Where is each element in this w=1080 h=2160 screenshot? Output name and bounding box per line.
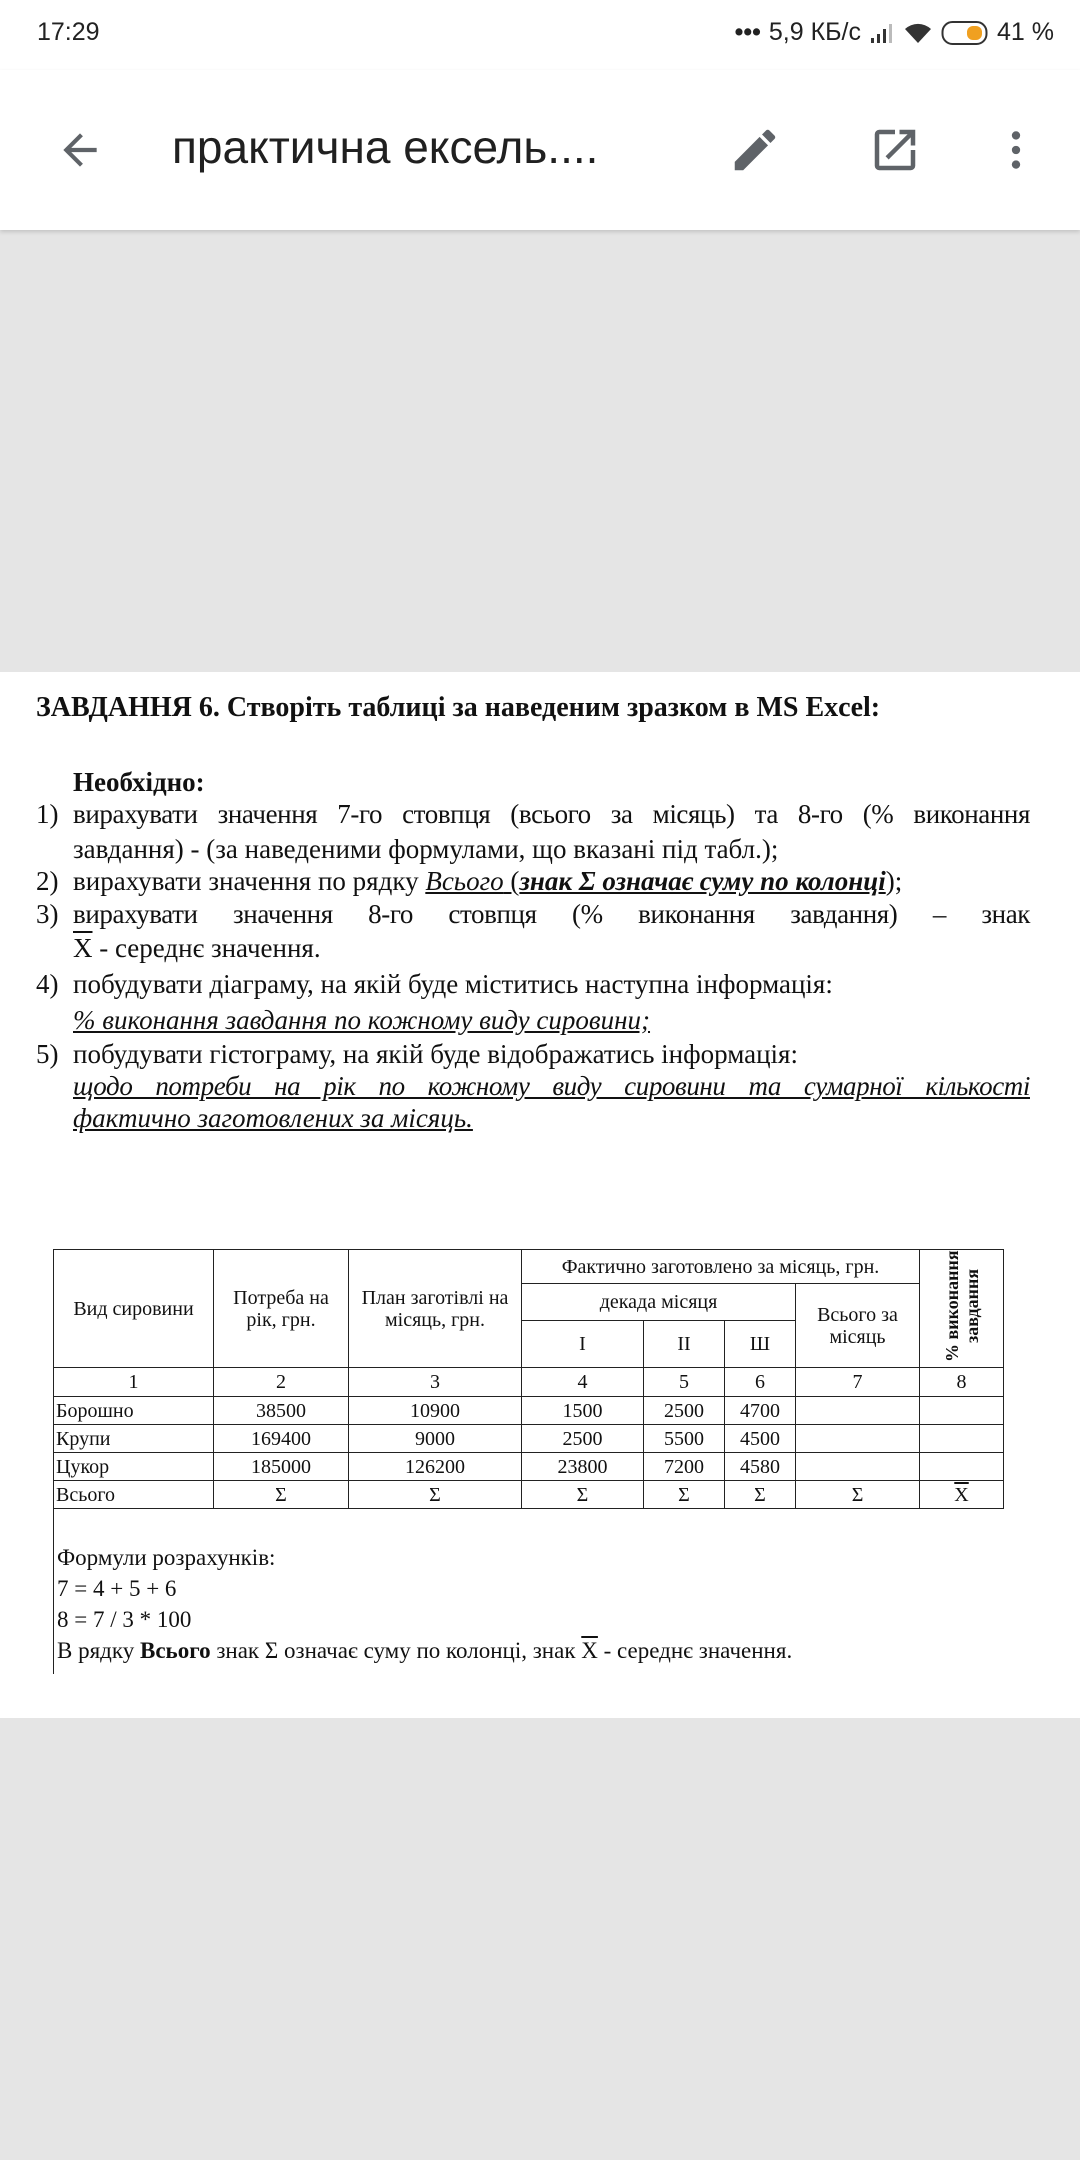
cell [796, 1425, 920, 1453]
item-2-line [73, 865, 902, 897]
item-4-line-1: побудувати діаграму, на якій буде міститись наступна інформація: [73, 969, 833, 999]
mean-symbol: $\overline{X}$ [581, 1638, 598, 1663]
item-number: 4) [36, 969, 59, 999]
mean-symbol: $\overline{X}$ [954, 1483, 969, 1506]
item-1-line-1: вирахувати значення 7-го стовпця (всього за місяць) та 8-го (% виконання [73, 799, 1030, 829]
formulas-title: Формули розрахунків: [57, 1545, 276, 1570]
header-plan: План заготівлі на місяць, грн. [349, 1250, 522, 1368]
cell: 185000 [214, 1453, 349, 1481]
header-decade: декада місяця [522, 1284, 796, 1321]
more-vert-icon [991, 125, 1041, 175]
item-2-total: Всього [425, 866, 504, 896]
edit-button[interactable] [723, 118, 787, 182]
mean-symbol: $\overline{X}$ [73, 933, 93, 963]
signal-icon [869, 22, 895, 44]
item-number: 3) [36, 899, 59, 929]
more-options-button[interactable] [984, 118, 1048, 182]
open-in-new-icon [868, 123, 922, 177]
cell: Σ [644, 1481, 725, 1509]
cell: 2500 [644, 1397, 725, 1425]
table-and-formulas [53, 1249, 1013, 1674]
header-decade-1: I [522, 1321, 644, 1368]
cell: Σ [214, 1481, 349, 1509]
cell: 7200 [644, 1453, 725, 1481]
status-time: 17:29 [37, 18, 100, 46]
dots-icon: ••• [734, 18, 761, 46]
sample-table [53, 1249, 1004, 1509]
item-2-text: вирахувати значення по рядку [73, 866, 426, 896]
header-type: Вид сировини [54, 1250, 214, 1368]
cell: Цукор [54, 1453, 214, 1481]
formula-8: 8 = 7 / 3 * 100 [57, 1607, 192, 1632]
battery-icon [941, 20, 989, 46]
cell: Борошно [54, 1397, 214, 1425]
note-text: знак Σ означає суму по колонці, знак [210, 1638, 582, 1663]
app-bar [0, 70, 1080, 230]
table-row [54, 1425, 1004, 1453]
item-3-line-2 [73, 932, 321, 964]
col-num: 2 [214, 1368, 349, 1397]
cell: 10900 [349, 1397, 522, 1425]
formulas-block [53, 1509, 1003, 1674]
header-fact: Фактично заготовлено за місяць, грн. [522, 1250, 920, 1284]
item-number: 2) [36, 866, 59, 896]
arrow-back-icon [55, 125, 105, 175]
table-row [54, 1453, 1004, 1481]
cell: Σ [725, 1481, 796, 1509]
col-num: 8 [920, 1368, 1004, 1397]
cell: Σ [349, 1481, 522, 1509]
cell: 38500 [214, 1397, 349, 1425]
item-5-line-1: побудувати гістограму, на якій буде відображатись інформація: [73, 1039, 798, 1069]
col-num: 6 [725, 1368, 796, 1397]
item-number: 5) [36, 1039, 59, 1069]
cell: Σ [796, 1481, 920, 1509]
cell [920, 1425, 1004, 1453]
item-number: 1) [36, 799, 59, 829]
cell [796, 1397, 920, 1425]
col-num: 1 [54, 1368, 214, 1397]
note-text: - середнє значення. [597, 1638, 793, 1663]
header-total: Всього за місяць [796, 1284, 920, 1368]
cell: Всього [54, 1481, 214, 1509]
cell [920, 1397, 1004, 1425]
cell: 1500 [522, 1397, 644, 1425]
document-page[interactable] [0, 672, 1080, 1718]
item-2-paren: ( [503, 866, 520, 896]
column-number-row [54, 1368, 1004, 1397]
item-3-text: - середнє значення. [92, 933, 321, 963]
cell [920, 1453, 1004, 1481]
cell [796, 1453, 920, 1481]
cell: 169400 [214, 1425, 349, 1453]
pencil-icon [728, 123, 782, 177]
header-decade-3: Ш [725, 1321, 796, 1368]
item-5-line-2: щодо потреби на рік по кожному виду сировини та сумарної кількості [73, 1071, 1030, 1101]
cell: 9000 [349, 1425, 522, 1453]
net-speed: 5,9 КБ/с [768, 18, 862, 46]
col-num: 3 [349, 1368, 522, 1397]
cell: 23800 [522, 1453, 644, 1481]
table-row [54, 1397, 1004, 1425]
document-title: практична ексель.... [172, 121, 599, 173]
note-total: Всього [139, 1638, 211, 1663]
cell: Σ [522, 1481, 644, 1509]
item-1-line-2: завдання) - (за наведеними формулами, що вказані під табл.); [73, 834, 779, 864]
open-external-button[interactable] [863, 118, 927, 182]
col-num: 4 [522, 1368, 644, 1397]
back-button[interactable] [48, 118, 112, 182]
note-text: В рядку [57, 1638, 140, 1663]
item-3-line-1: вирахувати значення 8-го стовпця (% виконання завдання) – знак [73, 899, 1030, 929]
header-need: Потреба на рік, грн. [214, 1250, 349, 1368]
header-percent: % виконання завдання [920, 1250, 1004, 1368]
col-num: 7 [796, 1368, 920, 1397]
cell: 4500 [725, 1425, 796, 1453]
task-title: ЗАВДАННЯ 6. Створіть таблиці за наведеним зразком в MS Excel: [36, 692, 881, 723]
battery-percent: 41 % [997, 18, 1054, 46]
cell: 5500 [644, 1425, 725, 1453]
formula-7: 7 = 4 + 5 + 6 [57, 1576, 177, 1601]
item-2-sigma-note: знак Σ означає суму по колонці [519, 866, 886, 896]
cell: 2500 [522, 1425, 644, 1453]
total-row [54, 1481, 1004, 1509]
item-2-end: ); [885, 866, 903, 896]
item-5-line-3: фактично заготовлених за місяць. [73, 1103, 473, 1133]
status-bar [0, 0, 1080, 70]
cell: 126200 [349, 1453, 522, 1481]
item-4-line-2: % виконання завдання по кожному виду сировини; [73, 1005, 651, 1035]
cell: Крупи [54, 1425, 214, 1453]
wifi-icon [903, 21, 933, 45]
header-decade-2: II [644, 1321, 725, 1368]
need-heading: Необхідно: [73, 767, 205, 797]
cell: 4700 [725, 1397, 796, 1425]
cell: 4580 [725, 1453, 796, 1481]
formula-note [57, 1635, 1003, 1666]
col-num: 5 [644, 1368, 725, 1397]
